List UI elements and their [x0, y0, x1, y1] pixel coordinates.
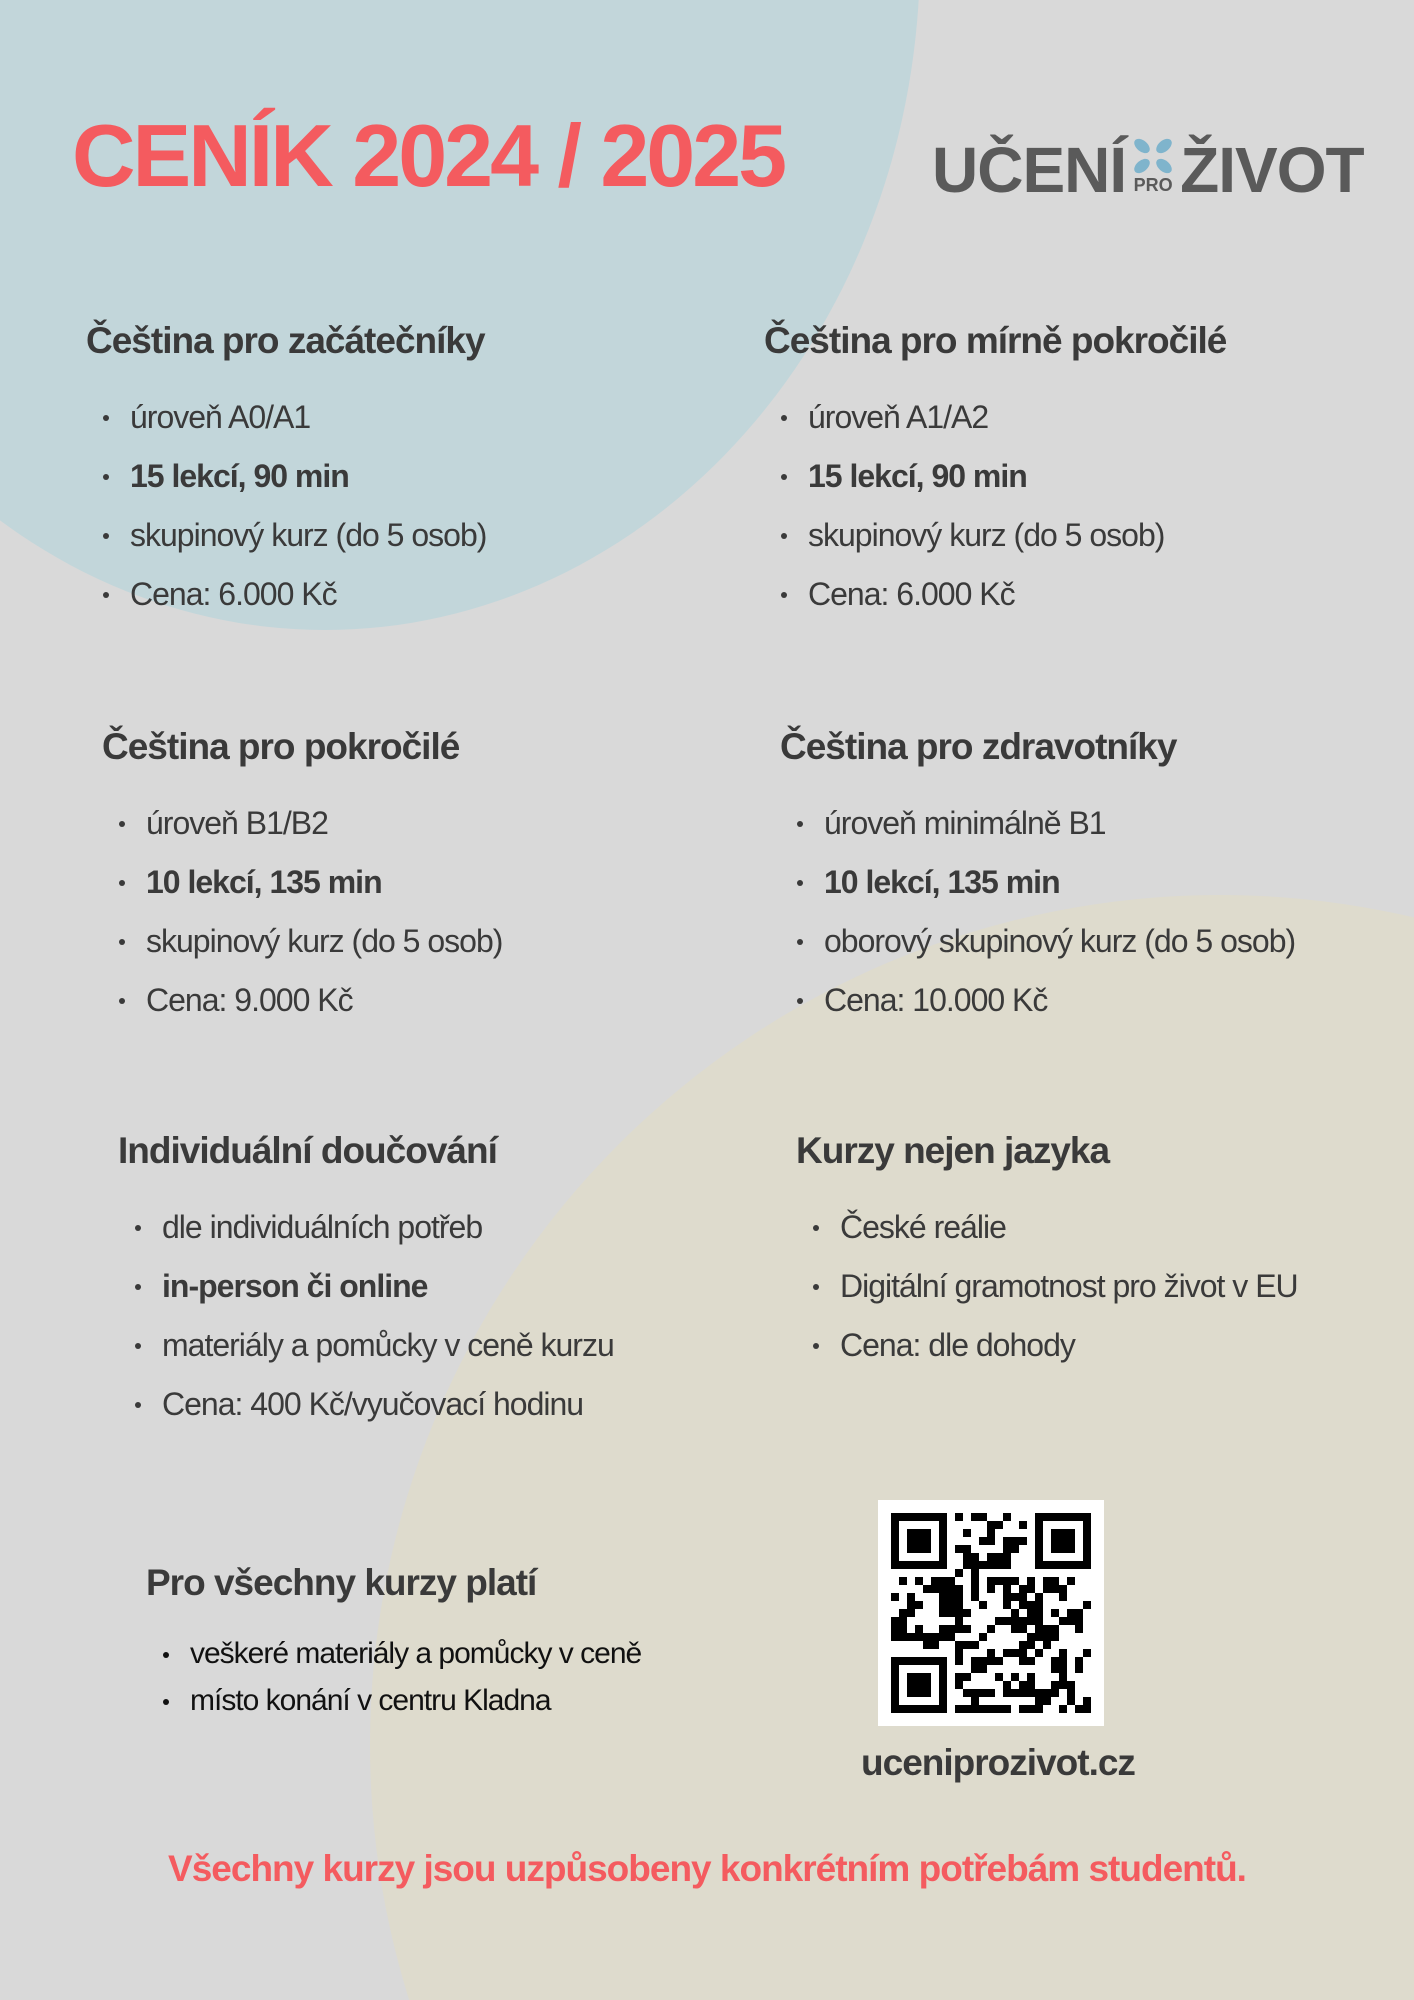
list-item: skupinový kurz (do 5 osob) [102, 912, 502, 971]
list-item: úroveň B1/B2 [102, 794, 502, 853]
list-item: Cena: 400 Kč/vyučovací hodinu [118, 1375, 614, 1434]
general-info-section [146, 1562, 641, 1724]
logo-middle-word: PRO [1133, 175, 1173, 195]
list-item: dle individuálních potřeb [118, 1198, 614, 1257]
list-item: úroveň A1/A2 [764, 388, 1226, 447]
section-title: Čeština pro mírně pokročilé [764, 320, 1227, 361]
list-item: Cena: 6.000 Kč [86, 565, 486, 624]
list-item: skupinový kurz (do 5 osob) [86, 506, 486, 565]
list-item: úroveň A0/A1 [86, 388, 486, 447]
flower-icon [1131, 136, 1175, 176]
section-title: Individuální doučování [118, 1130, 497, 1171]
qr-code-icon[interactable] [878, 1500, 1104, 1726]
course-section-advanced [102, 726, 502, 1030]
list-item: 15 lekcí, 90 min [764, 447, 1226, 506]
logo-left-word: UČENÍ [932, 134, 1127, 206]
list-item: Cena: dle dohody [796, 1316, 1298, 1375]
section-title: Čeština pro pokročilé [102, 726, 460, 767]
logo [932, 130, 1364, 210]
feature-list [102, 794, 502, 1030]
list-item: in-person či online [118, 1257, 614, 1316]
list-item: materiály a pomůcky v ceně kurzu [118, 1316, 614, 1375]
list-item: 10 lekcí, 135 min [780, 853, 1295, 912]
list-item: oborový skupinový kurz (do 5 osob) [780, 912, 1295, 971]
website-url[interactable]: uceniprozivot.cz [861, 1742, 1135, 1783]
background-blob-beige [370, 895, 1414, 2000]
footer-note: Všechny kurzy jsou uzpůsobeny konkrétním potřebám studentů. [168, 1848, 1246, 1889]
course-section-beginners [86, 320, 486, 624]
section-title: Kurzy nejen jazyka [796, 1130, 1110, 1171]
feature-list [780, 794, 1295, 1030]
list-item: 10 lekcí, 135 min [102, 853, 502, 912]
feature-list [764, 388, 1226, 624]
feature-list [86, 388, 486, 624]
list-item: Cena: 10.000 Kč [780, 971, 1295, 1030]
course-section-lower-intermediate [764, 320, 1226, 624]
section-title: Čeština pro zdravotníky [780, 726, 1177, 767]
list-item: České reálie [796, 1198, 1298, 1257]
list-item: Cena: 9.000 Kč [102, 971, 502, 1030]
feature-list [118, 1198, 614, 1434]
course-section-individual [118, 1130, 614, 1434]
list-item: skupinový kurz (do 5 osob) [764, 506, 1226, 565]
feature-list [796, 1198, 1298, 1375]
section-title: Pro všechny kurzy platí [146, 1562, 537, 1603]
course-section-healthcare [780, 726, 1295, 1030]
list-item: Digitální gramotnost pro život v EU [796, 1257, 1298, 1316]
course-section-beyond-language [796, 1130, 1298, 1375]
list-item: veškeré materiály a pomůcky v ceně [146, 1630, 641, 1677]
section-title: Čeština pro začátečníky [86, 320, 485, 361]
list-item: Cena: 6.000 Kč [764, 565, 1226, 624]
list-item: úroveň minimálně B1 [780, 794, 1295, 853]
logo-mark [1128, 130, 1178, 210]
list-item: 15 lekcí, 90 min [86, 447, 486, 506]
page-title: CENÍK 2024 / 2025 [72, 106, 785, 205]
logo-right-word: ŽIVOT [1180, 134, 1364, 206]
feature-list [146, 1630, 641, 1724]
list-item: místo konání v centru Kladna [146, 1677, 641, 1724]
